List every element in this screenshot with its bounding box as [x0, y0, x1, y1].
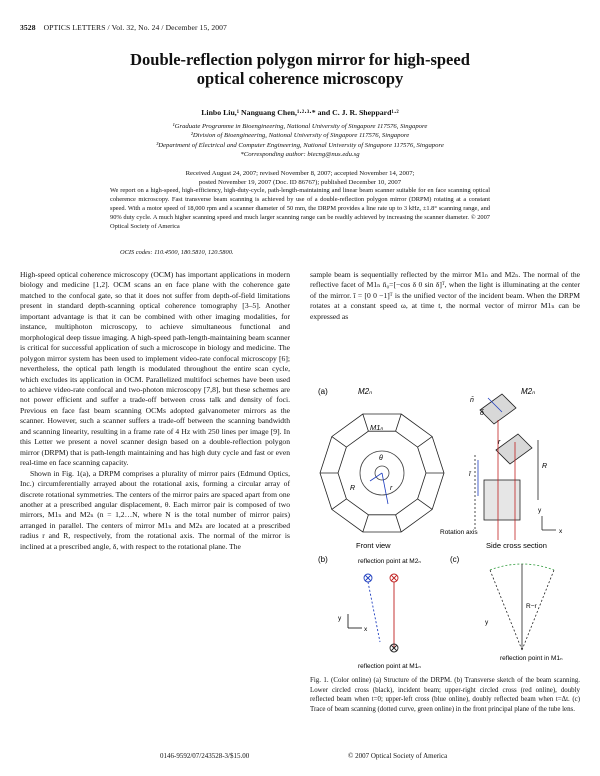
- theta-label: θ: [379, 455, 383, 462]
- side-x-axis: x: [559, 528, 563, 535]
- dates-line-2: posted November 19, 2007 (Doc. ID 86767); published December 10, 2007: [198, 179, 402, 187]
- m2n-label: M2ₙ: [358, 387, 373, 396]
- mirror-pair-divider: [363, 515, 369, 532]
- mirror-pair-divider: [396, 414, 402, 431]
- author-list: Linbo Liu,¹ Nanguang Chen,¹·²·³·* and C. J. R. Sheppard¹·²: [201, 108, 399, 117]
- mirror-pair-divider: [363, 414, 369, 431]
- figure-1: [310, 380, 580, 672]
- panel-a-label: (a): [318, 387, 328, 396]
- i-vector-label: ī: [469, 471, 471, 478]
- intro-paragraph: High-speed optical coherence microscopy (OCM) has important applications in modern biology and medicine [1,2]. OCM scans an en face plane with the coherence gate matched to the confocal gate, so that it does not suffer from depth-of-field limitations present in standard depth-scanning optical coherence tomography [3–5]. Another important advantage is that it can be combined with other imaging modalities, for instance, multiphoton microscopy, to achieve simultaneous functional and morphological deep tissue imaging. A high-speed path-length-maintaining beam scanner is critical for successful application of such a microscope in biology and medicine. The polygon mirror system has been used to implement video-rate confocal microscopy [6]; nevertheless, the optical path length is modulated throughout the entire scan cycle, which excludes its application in OCM. Parallelized multifoci schemes have been used to achieve video-rate confocal and two-photon microscopy [7,8], but these schemes are not power efficient and suffer a trade-off between cross talk and density of foci. Previous en face fast beam scanning OCMs adopted galvanometer mirrors as the scanner. However, such a scanner suffers a trade-off between the scanning bandwidth and scanning linearity, resulting in a frame rate of 4 Hz with 250 lines per image [9]. In this Letter we present a novel scanner design based on a double-reflection polygon mirror (DRPM) that is path-length maintaining and has high duty cycle and fast or even real-time en face scanning capacity.: [20, 270, 290, 468]
- title-line-2: optical coherence microscopy: [196, 69, 404, 88]
- b-x-axis: x: [364, 626, 368, 633]
- side-y-axis: y: [538, 507, 542, 514]
- refl-point-m1n: reflection point at M1ₙ: [358, 663, 421, 670]
- paper-title: [60, 50, 540, 88]
- affiliation-3: ³Department of Electrical and Computer Engineering, National University of Singapore 117576, Singapore: [156, 141, 444, 149]
- dates-line-1: Received August 24, 2007; revised November 8, 2007; accepted November 14, 2007;: [185, 170, 415, 177]
- front-view-label: Front view: [356, 541, 391, 550]
- R-label: R: [350, 485, 356, 492]
- panel-c-label: (c): [450, 555, 460, 564]
- mirror-pair-divider: [332, 499, 347, 510]
- delta-label: δ: [480, 410, 484, 417]
- beam-scanning-sketch: [348, 574, 398, 652]
- panel-b-label: (b): [318, 555, 328, 564]
- affiliations: [40, 122, 560, 160]
- mirror-pair-divider: [418, 499, 433, 510]
- corresponding-author: *Corresponding author: biecng@nus.edu.sg: [240, 151, 360, 159]
- mirror-pair-divider: [396, 515, 402, 532]
- figure-1-drawing: [310, 380, 580, 672]
- history-dates: [60, 169, 540, 188]
- b-y-axis: y: [338, 615, 342, 622]
- mirror-pair-divider: [332, 437, 347, 448]
- affiliation-1: ¹Graduate Programme in Bioengineering, National University of Singapore 117576, Singapore: [172, 123, 428, 130]
- copyright: © 2007 Optical Society of America: [348, 752, 448, 760]
- page-number: 3528: [20, 23, 36, 32]
- r-label: r: [390, 485, 393, 492]
- drpm-paragraph: Shown in Fig. 1(a), a DRPM comprises a plurality of mirror pairs (Edmund Optics, Inc.) circumferentially arrayed about the rotational axis, forming a circular array of discrete rotational symmetries. The centers of the mirror pairs are spaced apart from one another at a prescribed angular displacement, θ. Each mirror pair is composed of two mirrors, M1ₙ and M2ₙ (n = 1,2…N, where N is the total number of mirror pairs) arranged in parallel. The centers of mirror M1ₙ and M2ₙ are located at a prescribed radius r and R, respectively, from the rotational axis. The normal of the mirror is inclined at a prescribed angle, δ, with respect to the rotational plane. The: [20, 468, 290, 551]
- figure-caption: Fig. 1. (Color online) (a) Structure of the DRPM. (b) Transverse sketch of the beam scanning. Lower circled cross (black), incident beam; upper-right circled cross (red online), doubly reflected beam when t=0; upper-left cross (blue online), doubly reflected beam when t=Δt. (c) Trace of beam scanning (dotted curve, green online) in the front principal plane of the tube lens.: [310, 677, 580, 713]
- refl-point-m1n-c: reflection point in M1ₙ: [500, 655, 563, 662]
- journal-citation: OPTICS LETTERS / Vol. 32, No. 24 / December 15, 2007: [43, 23, 227, 32]
- rotation-axis-label: Rotation axis: [440, 529, 478, 536]
- issn-price: 0146-9592/07/243528-3/$15.00: [160, 752, 250, 760]
- side-view-label: Side cross section: [486, 541, 547, 550]
- ocis-codes: OCIS codes: 110.4500, 180.5810, 120.5800.: [120, 249, 234, 256]
- R-side-label: R: [542, 463, 548, 470]
- right-column: [310, 270, 580, 322]
- r-side-label: r: [498, 439, 501, 446]
- R-minus-r-label: R−r: [526, 603, 537, 610]
- abstract: We report on a high-speed, high-efficiency, high-duty-cycle, path-length-maintaining and linear beam scanner suitable for en face scanning optical coherence microscopy. Fast transverse beam scanning is achieved by use of a double-reflection polygon mirror (DRPM) rotating at a constant speed. With a motor speed of 18,000 rpm and a scanner diameter of 50 mm, the DRPM provides a line rate up to 3 kHz, ±1.8° scanning range, and 90% duty cycle. A much higher scanning speed and much larger scanning range can be readily achieved by increasing the scanner diameter. © 2007 Optical Society of America: [110, 187, 490, 230]
- left-column: [20, 270, 290, 552]
- refl-point-m2n: reflection point at M2ₙ: [358, 558, 421, 565]
- m2n-side-label: M2ₙ: [521, 387, 536, 396]
- m1n-label: M1ₙ: [370, 423, 384, 432]
- theory-paragraph: sample beam is sequentially reflected by the mirror M1ₙ and M2ₙ. The normal of the reflective facet of M1ₙ n̄₀=[−cos δ 0 sin δ]ᵀ, when the light is illuminating at the center of the mirror. ī = [0 0 −1]ᵀ is the unified vector of the incident beam. When the DRPM rotates at a constant speed ω, at time t, the normal vector of mirror M1ₙ can be expressed as: [310, 270, 580, 321]
- running-header: [20, 23, 580, 32]
- mirror-pair-divider: [418, 437, 433, 448]
- c-y-axis: y: [485, 619, 489, 626]
- affiliation-2: ²Division of Bioengineering, National University of Singapore 117576, Singapore: [190, 132, 410, 140]
- title-line-1: Double-reflection polygon mirror for high-speed: [130, 50, 470, 69]
- n-vector-label: n̄: [470, 397, 474, 404]
- scan-trace-sketch: [490, 564, 554, 650]
